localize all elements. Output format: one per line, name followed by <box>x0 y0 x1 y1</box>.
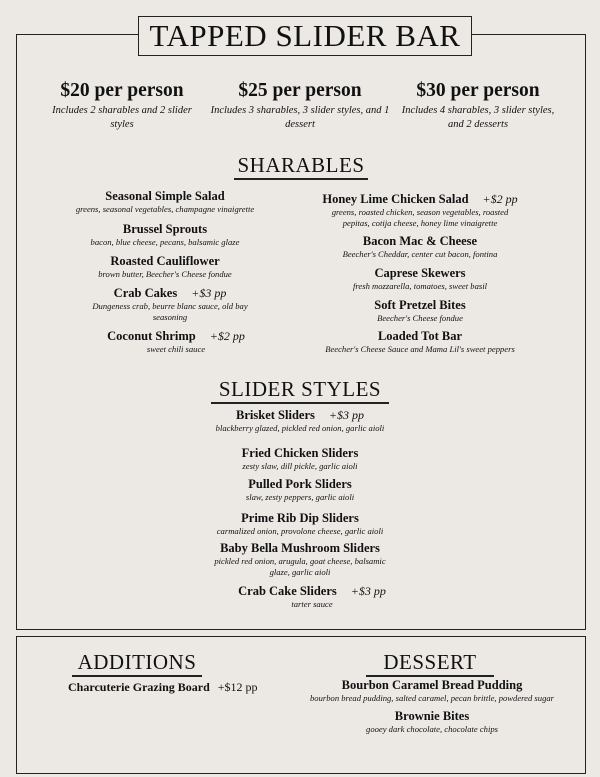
item-name-line <box>90 286 250 301</box>
item-name: Brussel Sprouts <box>122 222 208 236</box>
menu-item <box>282 678 582 704</box>
item-name: Brisket Sliders <box>236 408 315 422</box>
menu-item <box>212 584 412 610</box>
item-name: Bourbon Caramel Bread Pudding <box>341 678 523 692</box>
item-desc: tarter sauce <box>291 599 333 609</box>
item-name-line <box>65 222 265 237</box>
item-name-line <box>322 192 517 207</box>
item-name-line <box>212 584 412 599</box>
menu-item <box>90 286 250 322</box>
item-desc: Beecher's Cheese Sauce and Mama Lil's sweet peppers <box>325 344 515 354</box>
item-desc: greens, seasonal vegetables, champagne vinaigrette <box>75 204 255 214</box>
additions-heading: ADDITIONS <box>72 650 202 677</box>
item-name-line <box>205 541 395 556</box>
tier-20 <box>32 80 212 132</box>
menu-item <box>215 408 385 434</box>
item-name-line <box>190 446 410 461</box>
tier-price: $20 per person <box>60 80 184 101</box>
item-desc: greens, roasted chicken, season vegetables, roasted pepitas, cotija cheese, honey lime vinaigrette <box>331 207 509 228</box>
menu-item <box>190 477 410 503</box>
item-name: Brownie Bites <box>394 709 470 723</box>
dessert-heading: DESSERT <box>366 650 494 677</box>
item-desc: carmalized onion, provolone cheese, garlic aioli <box>216 526 384 536</box>
menu-item <box>190 446 410 472</box>
item-name: Coconut Shrimp <box>107 329 196 343</box>
menu-item <box>322 192 517 228</box>
tier-desc: Includes 2 sharables and 2 slider styles <box>52 105 192 130</box>
menu-item <box>300 329 540 355</box>
sharables-heading: SHARABLES <box>234 153 368 180</box>
item-name: Fried Chicken Sliders <box>241 446 359 460</box>
item-desc: fresh mozzarella, tomatoes, sweet basil <box>353 281 487 291</box>
item-name-line <box>310 298 530 313</box>
tier-desc: Includes 3 sharables, 3 slider styles, and 1 dessert <box>210 105 390 130</box>
tier-price: $25 per person <box>238 80 362 101</box>
item-name: Honey Lime Chicken Salad <box>322 192 469 206</box>
item-name-line <box>65 254 265 269</box>
item-desc: zesty slaw, dill pickle, garlic aioli <box>242 461 358 471</box>
item-name-line <box>65 189 265 204</box>
item-name: Pulled Pork Sliders <box>248 477 352 491</box>
item-name: Caprese Skewers <box>374 266 466 280</box>
item-price: +$3 pp <box>350 584 386 598</box>
tier-25 <box>210 80 390 132</box>
item-desc: pickled red onion, arugula, goat cheese, balsamic glaze, garlic aioli <box>214 556 386 577</box>
menu-item <box>282 709 582 735</box>
menu-item <box>65 222 265 248</box>
item-name-line <box>76 329 276 344</box>
item-name-line <box>282 678 582 693</box>
menu-item <box>65 189 265 215</box>
item-price: +$2 pp <box>209 329 245 343</box>
item-name: Loaded Tot Bar <box>377 329 463 343</box>
menu-item <box>205 541 395 577</box>
item-desc: sweet chili sauce <box>146 344 206 354</box>
item-name-line <box>310 234 530 249</box>
item-desc: Beecher's Cheddar, center cut bacon, fontina <box>342 249 498 259</box>
item-name: Prime Rib Dip Sliders <box>241 511 359 525</box>
item-price: +$3 pp <box>191 286 227 300</box>
menu-item <box>310 234 530 260</box>
tier-30 <box>388 80 568 132</box>
item-name-line <box>310 266 530 281</box>
item-name: Soft Pretzel Bites <box>374 298 466 312</box>
item-price: +$2 pp <box>482 192 518 206</box>
item-desc: bourbon bread pudding, salted caramel, pecan brittle, powdered sugar <box>309 693 555 703</box>
item-desc: blackberry glazed, pickled red onion, garlic aioli <box>215 423 385 433</box>
item-desc: gooey dark chocolate, chocolate chips <box>366 724 498 734</box>
menu-item <box>310 298 530 324</box>
item-desc: slaw, zesty peppers, garlic aioli <box>245 492 355 502</box>
item-name-line <box>282 709 582 724</box>
addition-item <box>68 680 258 695</box>
item-price: +$3 pp <box>328 408 364 422</box>
slider-styles-heading: SLIDER STYLES <box>211 377 389 404</box>
item-name: Roasted Cauliflower <box>110 254 220 268</box>
tier-price: $30 per person <box>416 80 540 101</box>
item-desc: bacon, blue cheese, pecans, balsamic glaze <box>90 237 240 247</box>
item-name-line <box>180 511 420 526</box>
item-desc: brown butter, Beecher's Cheese fondue <box>98 269 232 279</box>
item-name: Crab Cake Sliders <box>238 584 337 598</box>
addition-price: +$12 pp <box>217 680 258 694</box>
tier-desc: Includes 4 sharables, 3 slider styles, and 2 desserts <box>401 105 555 130</box>
addition-name: Charcuterie Grazing Board <box>68 680 210 694</box>
menu-title: TAPPED SLIDER BAR <box>138 16 472 56</box>
menu-item <box>65 254 265 280</box>
item-desc: Beecher's Cheese fondue <box>377 313 463 323</box>
item-name: Baby Bella Mushroom Sliders <box>220 541 380 555</box>
item-name-line <box>190 477 410 492</box>
item-name-line <box>300 329 540 344</box>
menu-item <box>310 266 530 292</box>
item-desc: Dungeness crab, beurre blanc sauce, old bay seasoning <box>92 301 248 322</box>
item-name: Bacon Mac & Cheese <box>362 234 478 248</box>
menu-item <box>180 511 420 537</box>
menu-item <box>76 329 276 355</box>
item-name: Crab Cakes <box>113 286 178 300</box>
item-name: Seasonal Simple Salad <box>105 189 225 203</box>
item-name-line <box>215 408 385 423</box>
